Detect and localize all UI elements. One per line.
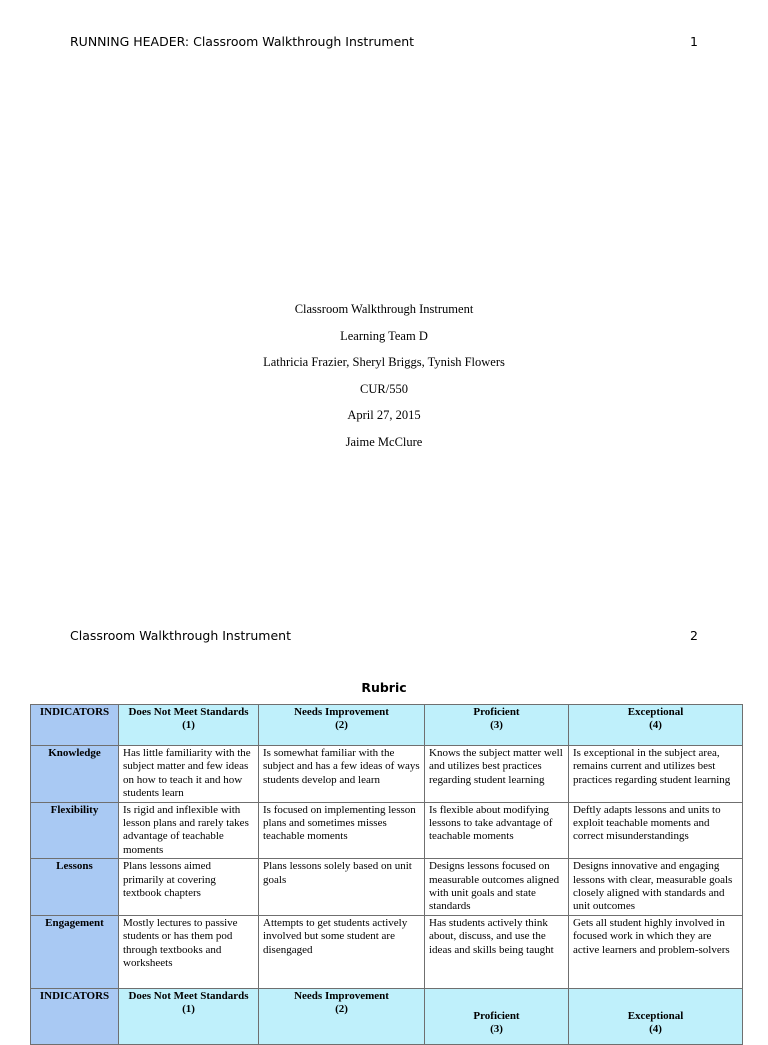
rubric-title: Rubric: [361, 680, 407, 695]
table-cell: Plans lessons aimed primarily at covering textbook chapters: [119, 859, 259, 916]
document-title: Classroom Walkthrough Instrument: [294, 302, 474, 316]
column-header: Does Not Meet Standards (1): [119, 989, 259, 1045]
table-row: [31, 915, 743, 994]
column-header: Exceptional (4): [569, 705, 743, 746]
indicator-label: Engagement: [31, 915, 119, 994]
table-header-row: [31, 705, 743, 746]
table-cell: Is somewhat familiar with the subject and has a few ideas of ways students develop and learn: [259, 746, 425, 803]
indicator-label: Lessons: [31, 859, 119, 916]
table-cell: Is rigid and inflexible with lesson plans and rarely takes advantage of teachable moments: [119, 802, 259, 859]
table-cell: Is flexible about modifying lessons to take advantage of teachable moments: [425, 802, 569, 859]
page1-running-header: [70, 34, 698, 49]
column-header: Exceptional (4): [569, 989, 743, 1045]
running-header-text: RUNNING HEADER: Classroom Walkthrough Instrument: [70, 34, 415, 49]
table-cell: Is exceptional in the subject area, remains current and utilizes best practices regarding student learning: [569, 746, 743, 803]
title-block: [0, 301, 768, 461]
table-row: [31, 746, 743, 803]
table-cell: Deftly adapts lessons and units to exploit teachable moments and correct misunderstandings: [569, 802, 743, 859]
table-header-row: [31, 989, 743, 1045]
table-row: [31, 859, 743, 916]
column-header: Proficient (3): [425, 705, 569, 746]
table-cell: Has little familiarity with the subject matter and few ideas on how to teach it and how students learn: [119, 746, 259, 803]
column-header: Needs Improvement (2): [259, 705, 425, 746]
table-cell: Gets all student highly involved in focused work in which they are active learners and problem-solvers: [569, 915, 743, 994]
instructor-name: Jaime McClure: [345, 434, 423, 449]
table-cell: Has students actively think about, discuss, and use the ideas and skills being taught: [425, 915, 569, 994]
running-header-text: Classroom Walkthrough Instrument: [70, 628, 291, 643]
page-number: 2: [690, 628, 698, 643]
team-name: Learning Team D: [340, 328, 428, 343]
page2-running-header: [70, 628, 698, 643]
document-date: April 27, 2015: [347, 408, 421, 423]
indicator-label: Knowledge: [31, 746, 119, 803]
authors: Lathricia Frazier, Sheryl Briggs, Tynish Flowers: [263, 355, 505, 370]
column-header: Needs Improvement (2): [259, 989, 425, 1045]
table-cell: Is focused on implementing lesson plans and sometimes misses teachable moments: [259, 802, 425, 859]
rubric-table: [30, 704, 743, 995]
table-cell: Knows the subject matter well and utilizes best practices regarding student learning: [425, 746, 569, 803]
table-cell: Mostly lectures to passive students or has them pod through textbooks and worksheets: [119, 915, 259, 994]
page-number: 1: [690, 34, 698, 49]
table-cell: Designs innovative and engaging lessons with clear, measurable goals closely aligned with standards and unit outcomes: [569, 859, 743, 916]
column-header: Does Not Meet Standards (1): [119, 705, 259, 746]
table-cell: Attempts to get students actively involved but some student are disengaged: [259, 915, 425, 994]
table-cell: Designs lessons focused on measurable outcomes aligned with unit goals and state standards: [425, 859, 569, 916]
indicator-label: Flexibility: [31, 802, 119, 859]
column-header: INDICATORS: [31, 989, 119, 1045]
course-code: CUR/550: [360, 381, 408, 396]
column-header: INDICATORS: [31, 705, 119, 746]
rubric-table-continued: [30, 988, 743, 1045]
column-header: Proficient (3): [425, 989, 569, 1045]
table-cell: Plans lessons solely based on unit goals: [259, 859, 425, 916]
table-row: [31, 802, 743, 859]
